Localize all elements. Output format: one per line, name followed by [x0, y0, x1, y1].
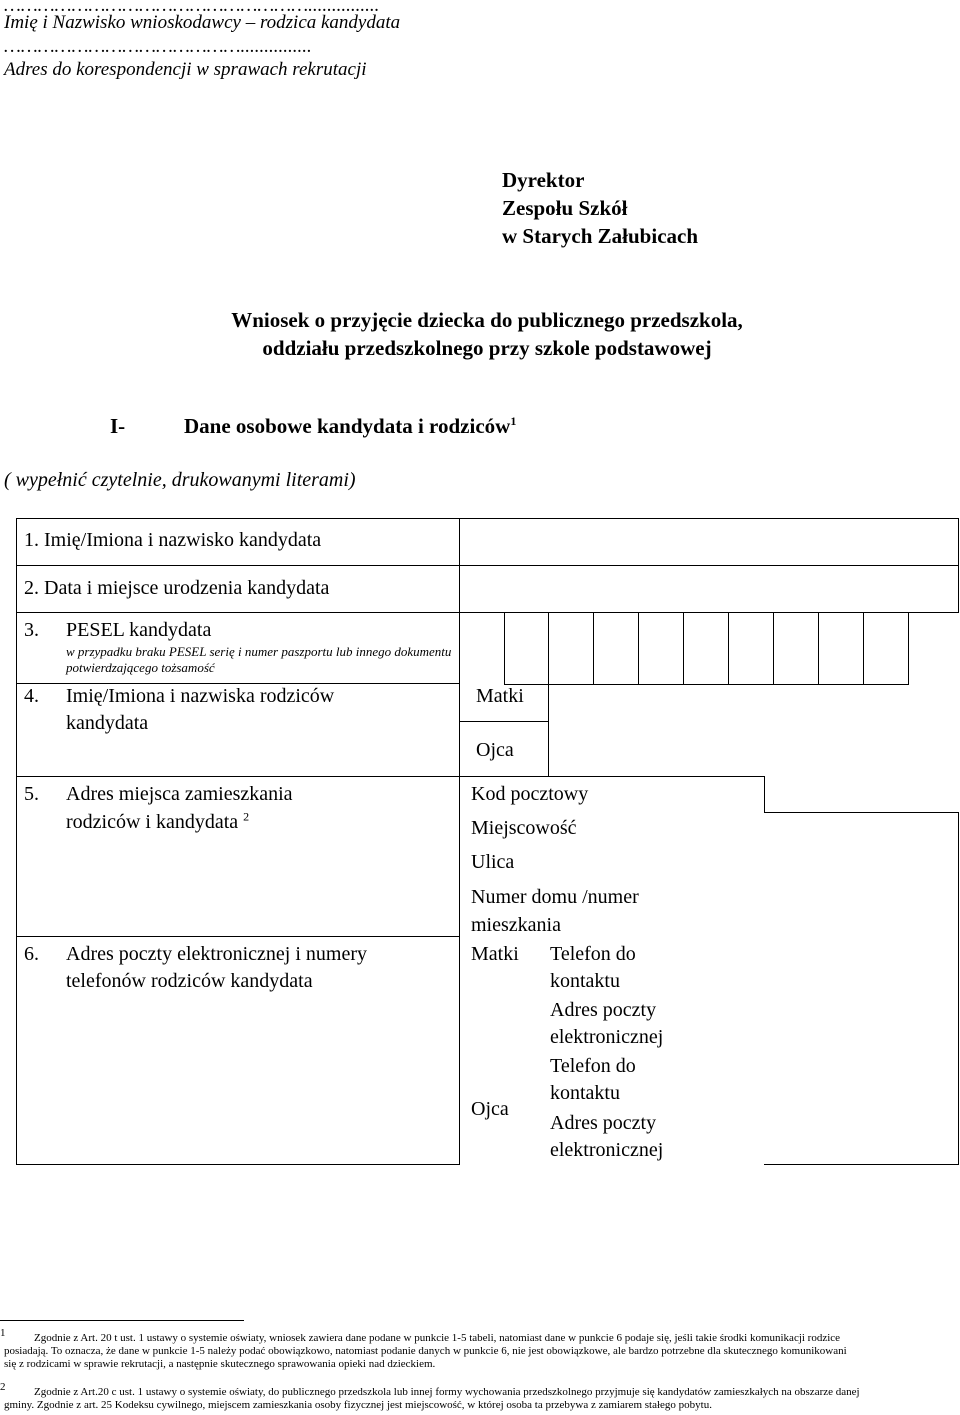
mother-phone-label-1: Telefon do [550, 943, 636, 965]
contact-father-label: Ojca [471, 1098, 509, 1120]
row-3-number: 3. [24, 619, 39, 641]
form-title [0, 306, 960, 362]
row-5-label-line-2: rodziców i kandydata $^2$ [66, 809, 250, 833]
row-6-number: 6. [24, 943, 39, 965]
recipient-line-1: Dyrektor [502, 168, 585, 192]
house-number-label-line-1: Numer domu /numer [471, 886, 639, 908]
form-title-line-2: oddziału przedszkolnego przy szkole podstawowej [262, 336, 712, 360]
recipient-block [502, 166, 698, 250]
street-label: Ulica [471, 851, 515, 873]
address-label: Adres do korespondencji w sprawach rekrutacji [4, 59, 367, 80]
applicant-name-label: Imię i Nazwisko wnioskodawcy – rodzica kandydata [4, 12, 401, 33]
contact-mother-label: Matki [471, 943, 519, 965]
mother-email-label-2: elektronicznej [550, 1026, 664, 1048]
footnote-1-line-1: Zgodnie z Art. 20 t ust. 1 ustawy o systemie oświaty, wniosek zawiera dane podane w punkcie 1-5 tabeli, natomiast dane w punkcie 6 podaje się, jeśli takie środki komunikacji rodzice [34, 1332, 841, 1344]
father-phone-label-1: Telefon do [550, 1055, 636, 1077]
father-email-label-2: elektronicznej [550, 1139, 664, 1161]
row-6-label-line-2: telefonów rodziców kandydata [66, 970, 313, 992]
footnote-2-line-2: gminy. Zgodnie z art. 25 Kodeksu cywilnego, miejscem zamieszkania osoby fizycznej jest miejscowość, w której osoba ta przebywa z zamiarem stałego pobytu. [4, 1399, 712, 1411]
father-phone-label-2: kontaktu [550, 1082, 620, 1104]
dotted-line-2: ……………………………………............... [4, 36, 312, 57]
father-label: Ojca [476, 739, 514, 761]
section-number: I- [110, 414, 126, 438]
row-4-label-line-1: Imię/Imiona i nazwiska rodziców [66, 685, 335, 707]
footnote-1-line-2: posiadają. To oznacza, że dane w punkcie 1-5 należy podać obowiązkowo, natomiast podanie danych w punkcie 6, nie jest obowiązkowe, ale bardzo potrzebne dla skutecznego komunikowani [4, 1345, 847, 1357]
city-label: Miejscowość [471, 817, 577, 839]
footnote-ref-2: 2 [243, 809, 250, 824]
form-title-line-1: Wniosek o przyjęcie dziecka do publicznego przedszkola, [231, 308, 743, 332]
recipient-line-3: w Starych Załubicach [502, 224, 699, 248]
father-email-label-1: Adres poczty [550, 1112, 657, 1134]
footnote-ref-1: 1 [510, 414, 517, 428]
section-title: Dane osobowe kandydata i rodziców$^1$ [184, 414, 517, 438]
footnote-1-line-3: się z rodzicami w sprawie rekrutacji, a następnie skutecznego sprawowania opieki nad dzieckiem. [4, 1358, 436, 1370]
postal-code-label: Kod pocztowy [471, 783, 589, 805]
footnote-1-marker: 1 [0, 1327, 6, 1339]
row-5-number: 5. [24, 783, 39, 805]
dotted-line-1: ………………………………………………............... [4, 0, 380, 16]
row-6-label-line-1: Adres poczty elektronicznej i numery [66, 943, 367, 965]
footnote-separator [0, 1320, 244, 1321]
row-5-label-line-1: Adres miejsca zamieszkania [66, 783, 293, 805]
row-4-number: 4. [24, 685, 39, 707]
footnote-2-marker: 2 [0, 1381, 6, 1393]
mother-label: Matki [476, 685, 524, 707]
footnote-2-line-1: Zgodnie z Art.20 c ust. 1 ustawy o systemie oświaty, do publicznego przedszkola lub innej formy wychowania przedszkolnego przyjmuje się kandydatów zamieszkałych na obszarze danej [34, 1386, 860, 1398]
recipient-line-2: Zespołu Szkół [502, 196, 628, 220]
mother-email-label-1: Adres poczty [550, 999, 657, 1021]
row-4-label-line-2: kandydata [66, 712, 149, 734]
row-2-label: 2. Data i miejsce urodzenia kandydata [24, 577, 330, 599]
fill-instruction: ( wypełnić czytelnie, drukowanymi literami) [4, 469, 356, 491]
row-3-label: PESEL kandydata [66, 619, 212, 641]
row-1-label: 1. Imię/Imiona i nazwisko kandydata [24, 529, 322, 551]
mother-phone-label-2: kontaktu [550, 970, 620, 992]
row-3-note: w przypadku braku PESEL serię i numer paszportu lub innego dokumentu potwierdzającego tożsamość [66, 644, 452, 676]
house-number-label-line-2: mieszkania [471, 914, 561, 936]
